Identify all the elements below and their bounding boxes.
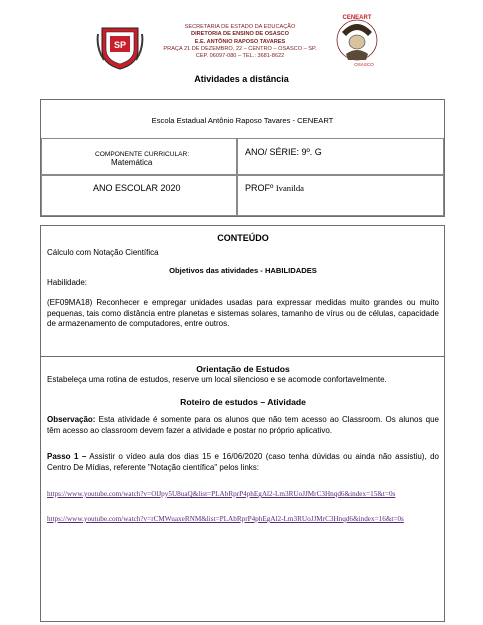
passo-1-text: Assistir o vídeo aula dos dias 15 e 16/06/2020 (caso tenha dúvidas ou ainda não assistiu), do Centro De Mídias, referente "Notação científica" pelos links: bbox=[47, 452, 439, 472]
letterhead bbox=[0, 0, 483, 84]
letterhead-line-2: DIRETORIA DE ENSINO DE OSASCO bbox=[191, 31, 289, 38]
info-table bbox=[40, 99, 445, 217]
school-name: Escola Estadual Antônio Raposo Tavares - CENEART bbox=[151, 116, 334, 125]
observacao-label: Observação: bbox=[47, 415, 96, 424]
video-link-2-wrap bbox=[47, 514, 407, 525]
passo-1-paragraph bbox=[47, 452, 439, 473]
ano-escolar: ANO ESCOLAR 2020 bbox=[93, 183, 181, 193]
content-heading: CONTEÚDO bbox=[217, 233, 269, 243]
serie-label: ANO/ SÉRIE: 9º. G bbox=[245, 147, 322, 157]
seal-monogram: SP bbox=[113, 40, 127, 50]
professor-name: Ivanilda bbox=[275, 183, 304, 193]
content-table bbox=[40, 225, 445, 622]
ceneart-logo bbox=[334, 10, 380, 68]
roteiro-heading: Roteiro de estudos – Atividade bbox=[180, 397, 306, 407]
letterhead-text bbox=[140, 24, 340, 60]
component-label: COMPONENTE CURRICULAR: bbox=[95, 151, 190, 158]
letterhead-line-5: CEP. 06097-080 – TEL.: 3681-8622 bbox=[195, 53, 285, 60]
prof-cell bbox=[237, 175, 444, 216]
orientation-heading: Orientação de Estudos bbox=[196, 364, 290, 374]
component-value: Matemática bbox=[111, 158, 153, 167]
professor bbox=[245, 183, 304, 193]
content-topic: Cálculo com Notação Científica bbox=[47, 248, 159, 257]
sao-paulo-seal-logo bbox=[96, 24, 144, 70]
objectives-heading: Objetivos das atividades - HABILIDADES bbox=[169, 266, 317, 275]
letterhead-line-3: E.E. ANTÔNIO RAPOSO TAVARES bbox=[194, 38, 286, 45]
habilidade-label: Habilidade: bbox=[47, 278, 88, 287]
osasco-logo-text: OSASCO bbox=[354, 62, 374, 67]
professor-label: PROFº bbox=[245, 183, 274, 193]
letterhead-line-4: PRAÇA 21 DE DEZEMBRO, 22 – CENTRO – OSASCO – SP. bbox=[163, 45, 317, 52]
video-link-2[interactable]: https://www.youtube.com/watch?v=rCMWuaxeRNM&list=PLAbRprP4phEgAl2-Lm3RUoJJMrC3Hnqd6&index=16&t=0s bbox=[47, 515, 404, 523]
ano-cell bbox=[41, 175, 237, 216]
orientation-text: Estabeleça uma rotina de estudos, reserve um local silencioso e se acomode confortavelmente. bbox=[47, 375, 387, 384]
observacao-text: Esta atividade é somente para os alunos que não tem acesso ao Classroom. Os alunos que têm acesso ao classroom devem fazer a atividade e postar no próprio aplicativo. bbox=[47, 415, 439, 435]
passo-1-label: Passo 1 – bbox=[47, 452, 87, 461]
ceneart-logo-text: CENEART bbox=[342, 15, 372, 21]
page-title: Atividades a distância bbox=[194, 74, 289, 84]
observacao-paragraph bbox=[47, 415, 439, 436]
letterhead-line-1: SECRETARIA DE ESTADO DA EDUCAÇÃO bbox=[184, 24, 296, 30]
video-link-1[interactable]: https://www.youtube.com/watch?v=OlJpy5U8uaQ&list=PLAbRprP4phEgAl2-Lm3RUoJJMrC3Hnqd6&index=15&t=0s bbox=[47, 490, 396, 498]
section-divider bbox=[41, 356, 444, 357]
video-link-1-wrap bbox=[47, 489, 407, 500]
skill-text: (EF09MA18) Reconhecer e empregar unidades usadas para expressar medidas muito grandes ou muito pequenas, tais como distância entre planetas e sistemas solares, tamanho de vírus ou de células, capacidade de armazenamento de computadores, entre outros. bbox=[47, 298, 439, 329]
